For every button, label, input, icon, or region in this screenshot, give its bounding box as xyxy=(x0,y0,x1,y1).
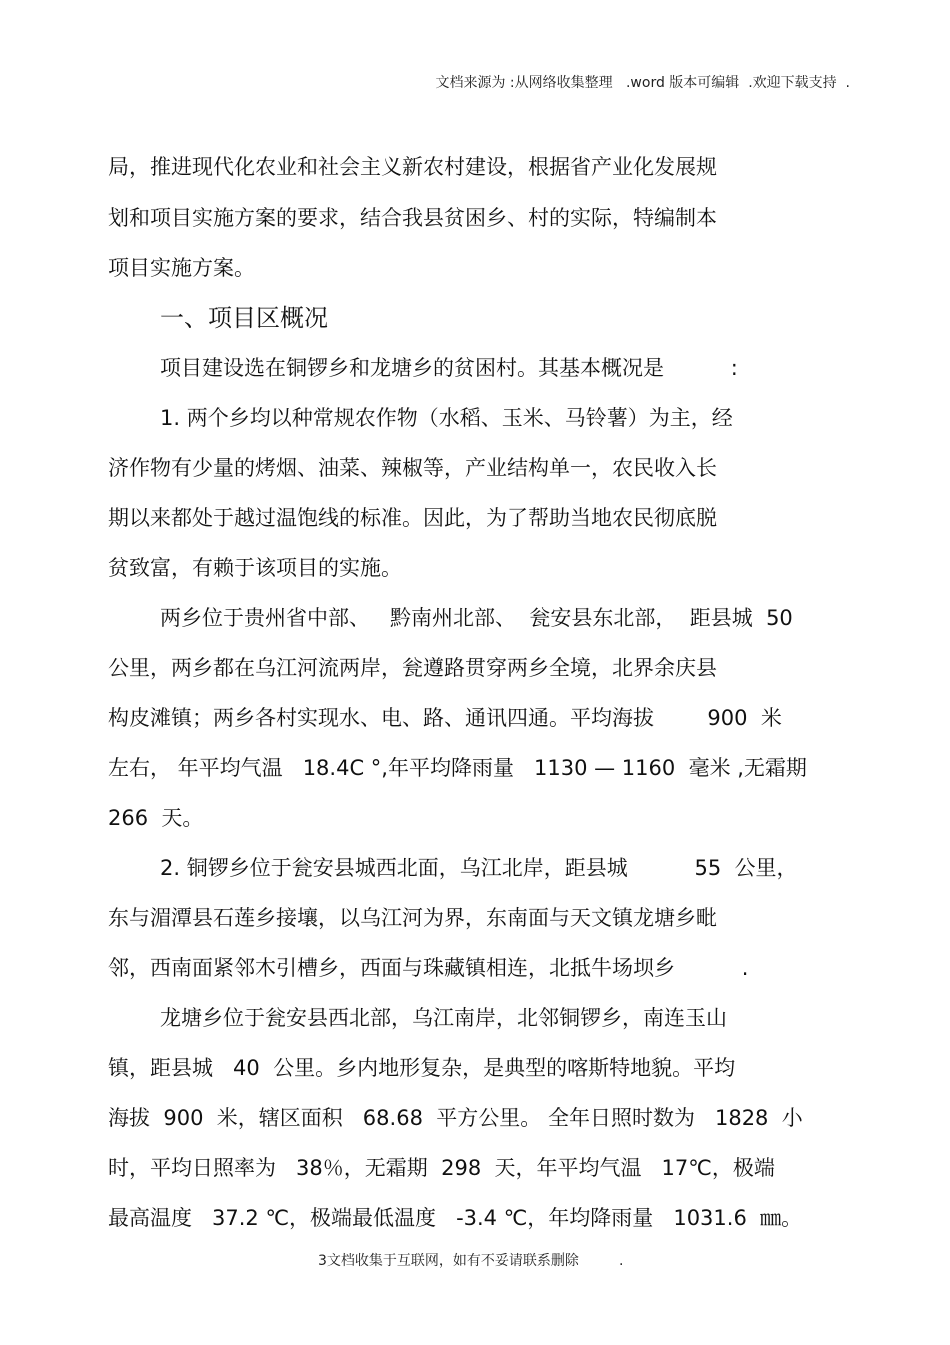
paragraph-line: 局，推进现代化农业和社会主义新农村建设，根据省产业化发展规 xyxy=(108,155,717,179)
paragraph-line: 项目实施方案。 xyxy=(108,256,255,280)
paragraph-line: 龙塘乡位于瓮安县西北部，乌江南岸，北邻铜锣乡，南连玉山 xyxy=(160,1006,727,1030)
page-header: 文档来源为 :从网络收集整理 .word 版本可编辑 .欢迎下载支持 . xyxy=(435,75,850,91)
paragraph-line: 2. 铜锣乡位于瓮安县城西北面，乌江北岸，距县城 55 公里， xyxy=(160,856,798,880)
paragraph-line: 贫致富，有赖于该项目的实施。 xyxy=(108,556,402,580)
paragraph-line: 左右， 年平均气温 18.4C °,年平均降雨量 1130 — 1160 毫米 ,无霜期 xyxy=(108,756,807,780)
paragraph-line: 最高温度 37.2 ℃，极端最低温度 -3.4 ℃，年均降雨量 1031.6 ㎜。 xyxy=(108,1206,803,1230)
paragraph-line: 1. 两个乡均以种常规农作物（水稻、玉米、马铃薯）为主，经 xyxy=(160,406,733,430)
paragraph-line: 266 天。 xyxy=(108,806,204,830)
paragraph-line: 海拔 900 米，辖区面积 68.68 平方公里。 全年日照时数为 1828 小 xyxy=(108,1106,803,1130)
paragraph-line: 济作物有少量的烤烟、油菜、辣椒等，产业结构单一，农民收入长 xyxy=(108,456,717,480)
paragraph-line: 期以来都处于越过温饱线的标准。因此，为了帮助当地农民彻底脱 xyxy=(108,506,717,530)
paragraph-line: 项目建设选在铜锣乡和龙塘乡的贫困村。其基本概况是 : xyxy=(160,356,738,380)
paragraph-line: 划和项目实施方案的要求，结合我县贫困乡、村的实际，特编制本 xyxy=(108,206,717,230)
page-footer: 3文档收集于互联网，如有不妥请联系删除 . xyxy=(318,1253,624,1269)
section-heading: 一、项目区概况 xyxy=(160,304,328,332)
paragraph-line: 邻，西南面紧邻木引槽乡，西面与珠藏镇相连，北抵牛场坝乡 . xyxy=(108,956,749,980)
paragraph-line: 公里，两乡都在乌江河流两岸，瓮遵路贯穿两乡全境，北界余庆县 xyxy=(108,656,717,680)
paragraph-line: 两乡位于贵州省中部、 黔南州北部、 瓮安县东北部， 距县城 50 xyxy=(160,606,793,630)
paragraph-line: 东与湄潭县石莲乡接壤，以乌江河为界，东南面与天文镇龙塘乡毗 xyxy=(108,906,717,930)
paragraph-line: 镇，距县城 40 公里。乡内地形复杂，是典型的喀斯特地貌。平均 xyxy=(108,1056,736,1080)
paragraph-line: 时，平均日照率为 38％，无霜期 298 天，年平均气温 17℃，极端 xyxy=(108,1156,775,1180)
paragraph-line: 构皮滩镇；两乡各村实现水、电、路、通讯四通。平均海拔 900 米 xyxy=(108,706,782,730)
